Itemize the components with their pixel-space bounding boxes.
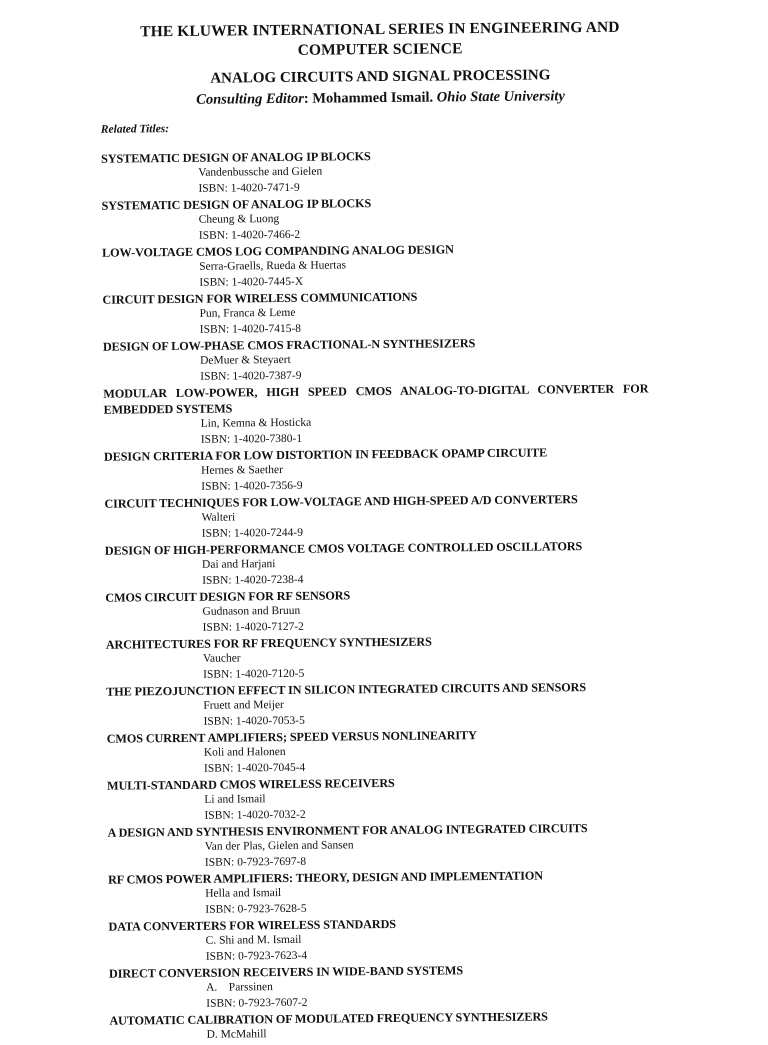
book-authors: Cheung & Luong: [198, 213, 280, 226]
list-item: [104, 443, 664, 495]
book-authors: Pun, Franca & Leme: [199, 306, 296, 320]
book-isbn: ISBN: 1-4020-7356-9: [201, 479, 303, 493]
book-title: SYSTEMATIC DESIGN OF ANALOG IP BLOCKS: [101, 196, 372, 213]
book-title: DATA CONVERTERS FOR WIRELESS STANDARDS: [108, 916, 396, 934]
book-authors: Fruett and Meijer: [203, 698, 284, 712]
book-authors: Walteri: [201, 511, 236, 524]
series-title: THE KLUWER INTERNATIONAL SERIES IN ENGINEERING AND COMPUTER SCIENCE: [140, 18, 620, 59]
book-authors: C. Shi and M. Ismail: [205, 933, 302, 947]
book-title: THE PIEZOJUNCTION EFFECT IN SILICON INTEGRATED CIRCUITS AND SENSORS: [106, 680, 587, 699]
book-isbn: ISBN: 1-4020-7471-9: [198, 181, 300, 195]
book-isbn: ISBN: 0-7923-7697-8: [204, 855, 307, 869]
book-title: CMOS CURRENT AMPLIFIERS; SPEED VERSUS NONLINEARITY: [106, 728, 477, 746]
book-title: A DESIGN AND SYNTHESIS ENVIRONMENT FOR ANALOG INTEGRATED CIRCUITS: [107, 821, 588, 840]
list-item: [102, 286, 662, 338]
book-isbn: ISBN: 1-4020-7045-4: [203, 761, 306, 775]
book-isbn: ISBN: 1-4020-7127-2: [202, 620, 304, 634]
list-item: [102, 239, 662, 291]
book-authors: Lin, Kemna & Hosticka: [200, 416, 312, 430]
list-item: [109, 960, 669, 1012]
book-isbn: ISBN: 0-7923-7623-4: [205, 949, 308, 963]
book-isbn: ISBN: 0-7923-7628-5: [205, 902, 307, 916]
book-title: DESIGN OF LOW-PHASE CMOS FRACTIONAL-N SYNTHESIZERS: [102, 336, 476, 354]
book-title: DESIGN CRITERIA FOR LOW DISTORTION IN FEEDBACK OPAMP CIRCUITE: [103, 445, 548, 464]
list-item: [106, 631, 666, 683]
book-title: LOW-VOLTAGE CMOS LOG COMPANDING ANALOG DESIGN: [101, 242, 454, 260]
list-item: [105, 584, 665, 636]
book-authors: Van der Plas, Gielen and Sansen: [204, 839, 354, 853]
list-item: [103, 333, 663, 385]
editor-affiliation: Ohio State University: [433, 88, 565, 106]
subseries-title: ANALOG CIRCUITS AND SIGNAL PROCESSING: [210, 67, 551, 87]
book-title: CMOS CIRCUIT DESIGN FOR RF SENSORS: [105, 588, 351, 605]
book-isbn: ISBN: 1-4020-7238-4: [202, 573, 304, 587]
list-item: [108, 819, 668, 871]
list-item: [105, 537, 665, 589]
book-isbn: ISBN: 1-4020-7415-8: [199, 322, 302, 336]
related-titles-label: Related Titles:: [100, 123, 170, 136]
book-isbn: ISBN: 1-4020-7466-2: [198, 228, 301, 242]
book-authors: Hella and Ismail: [205, 887, 282, 900]
book-authors: Serra-Graells, Rueda & Huertas: [199, 259, 347, 273]
book-title: ARCHITECTURES FOR RF FREQUENCY SYNTHESIZERS: [105, 634, 432, 652]
book-title: MULTI-STANDARD CMOS WIRELESS RECEIVERS: [107, 775, 395, 793]
list-item: [104, 490, 664, 542]
book-authors: Dai and Harjani: [201, 558, 276, 571]
book-isbn: ISBN: 1-4020-7380-1: [200, 432, 303, 446]
book-title: CIRCUIT TECHNIQUES FOR LOW-VOLTAGE AND HIGH-SPEED A/D CONVERTERS: [104, 492, 578, 511]
book-isbn: ISBN: 1-4020-7445-X: [199, 275, 304, 289]
book-title: DIRECT CONVERSION RECEIVERS IN WIDE-BAND SYSTEMS: [108, 963, 464, 981]
book-isbn: ISBN: 0-7923-7607-2: [206, 996, 308, 1010]
list-item: [106, 678, 666, 730]
book-title: AUTOMATIC CALIBRATION OF MODULATED FREQUENCY SYNTHESIZERS: [109, 1009, 548, 1028]
book-authors: D. McMahill: [206, 1028, 267, 1041]
book-authors: Vandenbussche and Gielen: [198, 165, 323, 179]
book-authors: A. Parssinen: [206, 981, 273, 994]
book-authors: Li and Ismail: [204, 793, 266, 806]
list-item: [103, 380, 664, 448]
book-authors: Hernes & Saether: [201, 463, 283, 477]
list-item: [107, 772, 667, 824]
book-authors: Gudnason and Bruun: [202, 604, 301, 618]
editor-label: Consulting Editor: [196, 90, 304, 108]
related-titles-list: [101, 145, 670, 1044]
list-item: [102, 192, 662, 244]
list-item: [108, 866, 668, 918]
book-title: CIRCUIT DESIGN FOR WIRELESS COMMUNICATIONS: [102, 289, 418, 307]
book-isbn: ISBN: 1-4020-7053-5: [203, 714, 305, 728]
book-title: MODULAR LOW-POWER, HIGH SPEED CMOS ANALOG-TO-DIGITAL CONVERTER FOR EMBEDDED SYSTEMS: [103, 381, 649, 417]
book-title: RF CMOS POWER AMPLIFIERS: THEORY, DESIGN AND IMPLEMENTATION: [107, 868, 544, 887]
list-item: [101, 145, 661, 197]
book-isbn: ISBN: 1-4020-7032-2: [204, 808, 306, 822]
book-title: DESIGN OF HIGH-PERFORMANCE CMOS VOLTAGE CONTROLLED OSCILLATORS: [104, 539, 583, 558]
list-item: [109, 1007, 669, 1044]
editor-name: : Mohammed Ismail.: [303, 89, 434, 107]
book-authors: Vaucher: [202, 652, 241, 665]
list-item: [108, 913, 668, 965]
book-isbn: ISBN: 1-4020-7120-5: [203, 667, 305, 681]
consulting-editor-line: [100, 86, 660, 109]
book-title: SYSTEMATIC DESIGN OF ANALOG IP BLOCKS: [101, 149, 371, 166]
book-authors: DeMuer & Steyaert: [200, 353, 291, 367]
book-authors: Koli and Halonen: [203, 745, 286, 759]
book-isbn: ISBN: 1-4020-7244-9: [201, 526, 304, 540]
list-item: [107, 725, 667, 777]
book-isbn: ISBN: 1-4020-7387-9: [200, 369, 302, 383]
